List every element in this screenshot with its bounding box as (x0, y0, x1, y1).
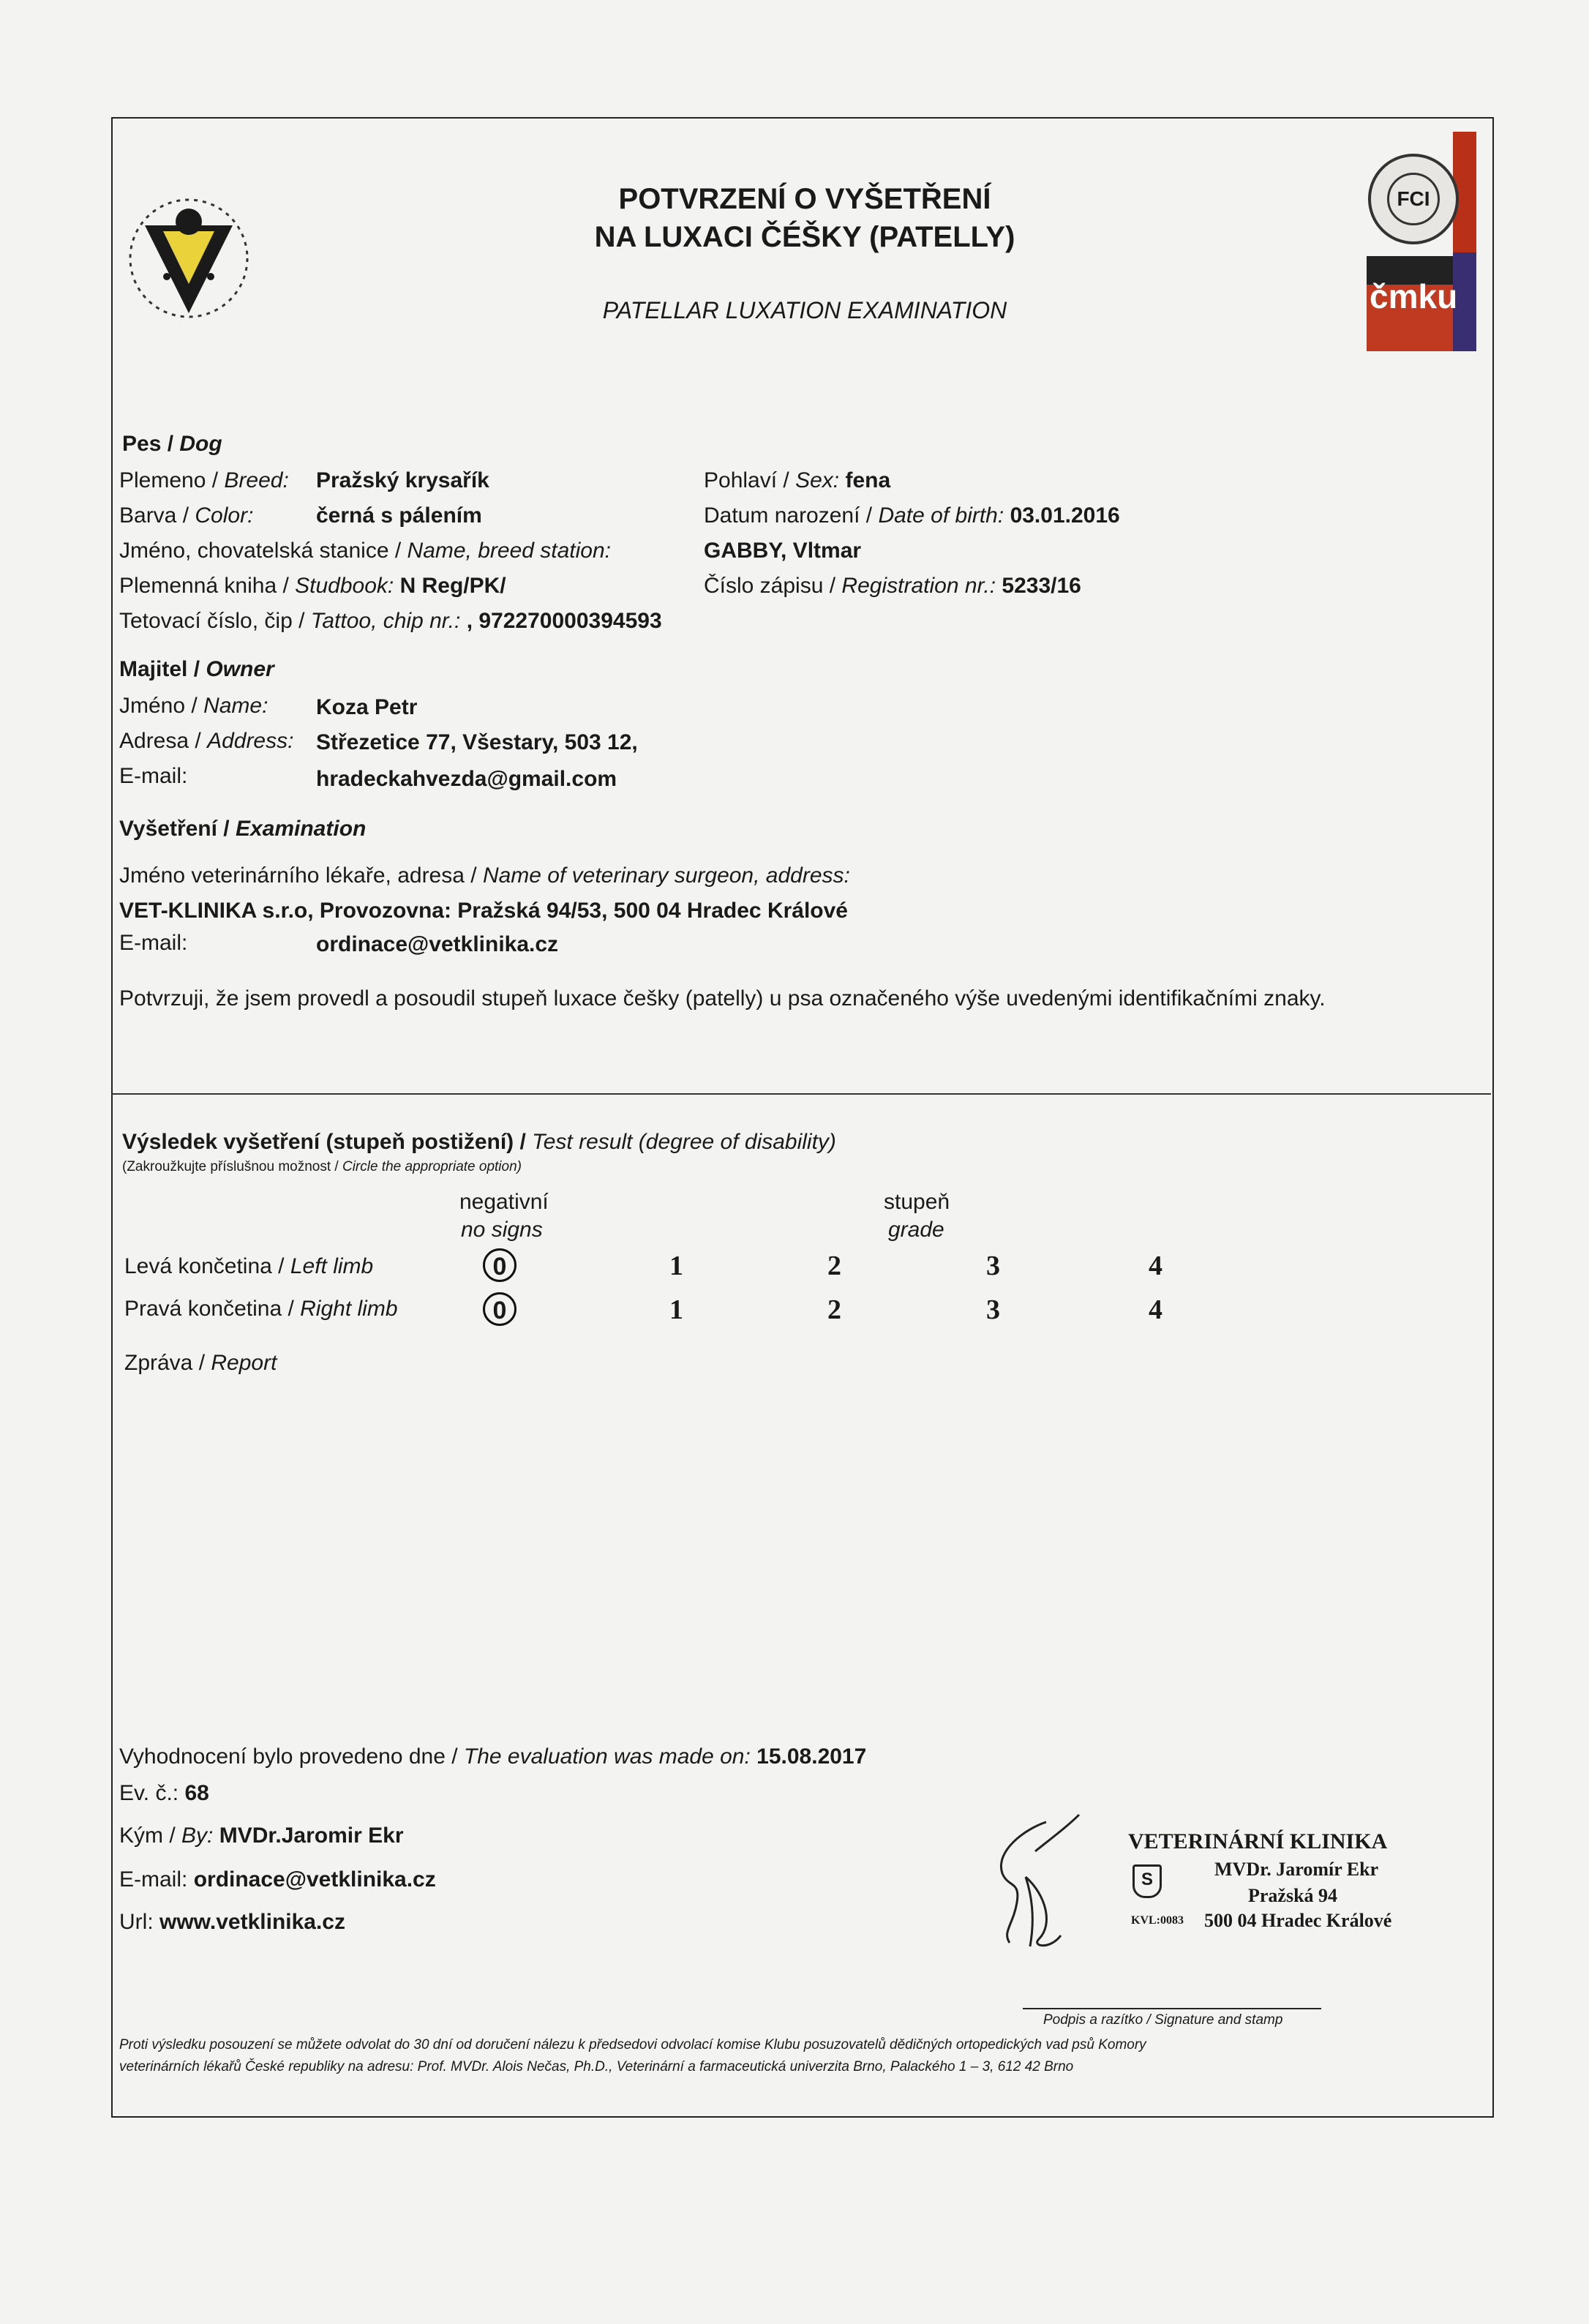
owner-address-value: Střezetice 77, Všestary, 503 12, (316, 730, 638, 754)
vet-email-value: ordinace@vetklinika.cz (316, 932, 559, 956)
vet-value: VET-KLINIKA s.r.o, Provozovna: Pražská 94/53, 500 04 Hradec Králové (119, 899, 848, 923)
title-line-2: NA LUXACI ČÉŠKY (PATELLY) (594, 221, 1015, 253)
grade-label-en: grade (888, 1218, 944, 1242)
right-limb-label: Pravá končetina / Right limb (124, 1297, 398, 1321)
stamp-clinic-name: VETERINÁRNÍ KLINIKA (1128, 1829, 1388, 1853)
shield-icon: S (1132, 1864, 1162, 1898)
report-label: Zpráva / Report (124, 1351, 277, 1375)
signature-caption: Podpis a razítko / Signature and stamp (1043, 2012, 1283, 2028)
left-limb-grade-3: 3 (986, 1251, 1000, 1281)
ev-number-row: Ev. č.: 68 (119, 1781, 209, 1805)
by-row: Kým / By: MVDr.Jaromir Ekr (119, 1823, 404, 1848)
right-limb-grade-1: 1 (669, 1294, 683, 1325)
stamp-kvl: KVL:0083 (1131, 1914, 1184, 1927)
sex-row: Pohlaví / Sex: fena (704, 468, 891, 492)
fci-cmku-logo (1367, 132, 1476, 351)
breed-row: Plemeno / Breed: (119, 468, 289, 492)
stamp-vet-name: MVDr. Jaromír Ekr (1214, 1859, 1379, 1880)
owner-section-title: Majitel / Owner (119, 657, 274, 681)
cmku-logo-text: čmku (1370, 277, 1458, 315)
left-limb-grade-4: 4 (1149, 1251, 1162, 1281)
grade-label-cz: stupeň (884, 1190, 950, 1214)
result-note: (Zakroužkujte příslušnou možnost / Circle the appropriate option) (122, 1159, 522, 1174)
fci-globe-icon (1387, 173, 1440, 225)
exam-section-title: Vyšetření / Examination (119, 817, 367, 841)
document-frame (111, 117, 1494, 2118)
right-limb-grade-0-circled: 0 (483, 1292, 516, 1326)
owner-email-value: hradeckahvezda@gmail.com (316, 767, 617, 791)
stamp-city: 500 04 Hradec Králové (1204, 1910, 1392, 1931)
stamp-street: Pražská 94 (1248, 1885, 1338, 1906)
footer-email-row: E-mail: ordinace@vetklinika.cz (119, 1867, 436, 1892)
fci-logo-text: FCI (1397, 187, 1430, 210)
tattoo-row: Tetovací číslo, čip / Tattoo, chip nr.: , 972270000394593 (119, 609, 662, 633)
color-value: černá s pálením (316, 503, 482, 528)
right-limb-grade-3: 3 (986, 1294, 1000, 1325)
right-limb-grade-2: 2 (827, 1294, 841, 1325)
cmku-block (1367, 256, 1458, 351)
registration-row: Číslo zápisu / Registration nr.: 5233/16 (704, 574, 1081, 598)
logo-color-stripes (1453, 132, 1476, 351)
negative-label: negativní (459, 1190, 549, 1214)
signature-line (1023, 2008, 1321, 2009)
evaluation-date-row: Vyhodnocení bylo provedeno dne / The evaluation was made on: 15.08.2017 (119, 1744, 867, 1769)
owner-email-label: E-mail: (119, 764, 188, 788)
owner-name-value: Koza Petr (316, 695, 418, 719)
dob-row: Datum narození / Date of birth: 03.01.2016 (704, 503, 1120, 528)
vet-email-label: E-mail: (119, 931, 188, 955)
owner-name-label: Jméno / Name: (119, 694, 268, 718)
color-row: Barva / Color: (119, 503, 254, 528)
subtitle: PATELLAR LUXATION EXAMINATION (602, 297, 1007, 323)
left-limb-grade-1: 1 (669, 1251, 683, 1281)
left-limb-grade-0-circled: 0 (483, 1248, 516, 1282)
left-limb-grade-2: 2 (827, 1251, 841, 1281)
studbook-row: Plemenná kniha / Studbook: N Reg/PK/ (119, 574, 506, 598)
right-limb-grade-4: 4 (1149, 1294, 1162, 1325)
result-title: Výsledek vyšetření (stupeň postižení) / Test result (degree of disability) (122, 1130, 836, 1154)
title-line-1: POTVRZENÍ O VYŠETŘENÍ (618, 183, 991, 215)
appeal-line-1: Proti výsledku posouzení se můžete odvolat do 30 dní od doručení nálezu k předsedovi odvolací komise Klubu posuzovatelů dědičných ortopedických vad psů Komory (119, 2037, 1146, 2053)
no-signs-label: no signs (461, 1218, 543, 1242)
statement: Potvrzuji, že jsem provedl a posoudil stupeň luxace češky (patelly) u psa označeného výše uvedenými identifikačními znaky. (119, 986, 1326, 1011)
club-logo (123, 189, 255, 328)
appeal-line-2: veterinárních lékařů České republiky na adresu: Prof. MVDr. Alois Nečas, Ph.D., Veterinární a farmaceutická univerzita Brno, Palackého 1 – 3, 612 42 Brno (119, 2059, 1074, 2074)
handwritten-signature (980, 1807, 1083, 1954)
owner-address-label: Adresa / Address: (119, 729, 294, 753)
left-limb-label: Levá končetina / Left limb (124, 1254, 374, 1278)
breed-value: Pražský krysařík (316, 468, 489, 492)
dog-name-label: Jméno, chovatelská stanice / Name, breed station: (119, 539, 612, 563)
dog-name-value: GABBY, Vltmar (704, 539, 862, 563)
fci-seal (1368, 154, 1459, 244)
vet-label: Jméno veterinárního lékaře, adresa / Name of veterinary surgeon, address: (119, 863, 850, 888)
dog-section-title: Pes / Dog (122, 432, 222, 456)
section-divider (111, 1093, 1491, 1095)
footer-url-row: Url: www.vetklinika.cz (119, 1910, 345, 1934)
